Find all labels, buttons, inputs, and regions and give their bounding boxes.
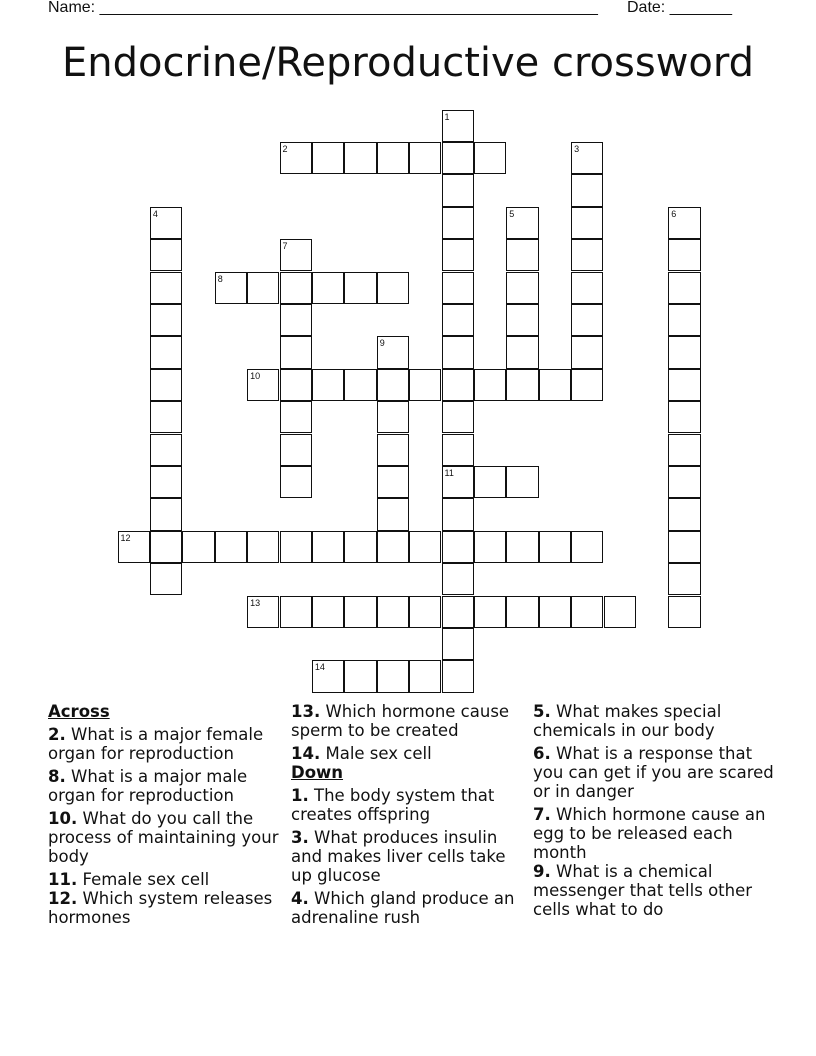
grid-cell[interactable]: [312, 596, 344, 628]
clue-number: 3: [574, 143, 580, 154]
grid-cell[interactable]: [409, 596, 441, 628]
grid-cell[interactable]: [377, 596, 409, 628]
grid-cell[interactable]: [344, 272, 376, 304]
grid-cell[interactable]: [539, 531, 571, 563]
grid-cell[interactable]: [668, 401, 700, 433]
grid-cell[interactable]: [442, 110, 474, 142]
grid-cell[interactable]: [442, 142, 474, 174]
grid-cell[interactable]: [668, 272, 700, 304]
grid-cell[interactable]: [506, 272, 538, 304]
grid-cell[interactable]: [506, 336, 538, 368]
grid-cell[interactable]: [442, 336, 474, 368]
grid-cell[interactable]: [442, 531, 474, 563]
grid-cell[interactable]: [442, 563, 474, 595]
grid-cell[interactable]: [280, 401, 312, 433]
grid-cell[interactable]: [571, 272, 603, 304]
grid-cell[interactable]: [506, 304, 538, 336]
clue-number: 10: [250, 370, 261, 381]
clue-number: 8: [217, 273, 223, 284]
grid-cell[interactable]: [377, 531, 409, 563]
grid-cell[interactable]: [668, 531, 700, 563]
clue-across-10: 10. What do you call the process of maintaining your body: [48, 809, 279, 866]
clue-across-2: 2. What is a major female organ for reproduction: [48, 725, 264, 763]
grid-cell[interactable]: [312, 531, 344, 563]
grid-cell[interactable]: [344, 142, 376, 174]
grid-cell[interactable]: [442, 660, 474, 692]
grid-cell[interactable]: [150, 466, 182, 498]
grid-cell[interactable]: [377, 272, 409, 304]
grid-cell[interactable]: [506, 239, 538, 271]
grid-cell[interactable]: [150, 498, 182, 530]
clue-down-5: 5. What makes special chemicals in our body: [533, 702, 722, 740]
clue-number: 11: [444, 467, 454, 478]
grid-cell[interactable]: [442, 239, 474, 271]
grid-cell[interactable]: [344, 369, 376, 401]
clue-down-6: 6. What is a response that you can get if you are scared or in danger: [533, 744, 774, 801]
grid-cell[interactable]: [604, 596, 636, 628]
grid-cell[interactable]: [409, 369, 441, 401]
grid-cell[interactable]: [571, 239, 603, 271]
grid-cell[interactable]: [571, 531, 603, 563]
clue-down-3: 3. What produces insulin and makes liver cells take up glucose: [291, 828, 506, 885]
grid-cell[interactable]: [247, 369, 279, 401]
grid-cell[interactable]: [215, 272, 247, 304]
grid-cell[interactable]: [442, 628, 474, 660]
grid-cell[interactable]: [506, 596, 538, 628]
grid-cell[interactable]: [247, 531, 279, 563]
name-line: Name: ________________________________________________________: [48, 0, 598, 16]
grid-cell[interactable]: [409, 142, 441, 174]
across-heading: Across: [48, 702, 110, 721]
grid-cell[interactable]: [442, 304, 474, 336]
grid-cell[interactable]: [118, 531, 150, 563]
grid-cell[interactable]: [312, 660, 344, 692]
grid-cell[interactable]: [668, 304, 700, 336]
grid-cell[interactable]: [442, 434, 474, 466]
clue-across-13: 13. Which hormone cause sperm to be created: [291, 702, 510, 740]
clue-across-12: 12. Which system releases hormones: [48, 889, 273, 927]
grid-cell[interactable]: [474, 142, 506, 174]
clue-column-3: [533, 702, 783, 923]
grid-cell[interactable]: [280, 369, 312, 401]
grid-cell[interactable]: [312, 272, 344, 304]
grid-cell[interactable]: [312, 142, 344, 174]
clue-number: 13: [250, 597, 261, 608]
grid-cell[interactable]: [506, 369, 538, 401]
grid-cell[interactable]: [150, 531, 182, 563]
grid-cell[interactable]: [150, 336, 182, 368]
grid-cell[interactable]: [474, 531, 506, 563]
grid-cell[interactable]: [280, 272, 312, 304]
grid-cell[interactable]: [571, 336, 603, 368]
grid-cell[interactable]: [377, 434, 409, 466]
grid-cell[interactable]: [150, 239, 182, 271]
page-title: Endocrine/Reproductive crossword: [61, 40, 755, 86]
clue-down-4: 4. Which gland produce an adrenaline rush: [291, 889, 515, 927]
clue-across-14: 14. Male sex cell: [291, 744, 432, 763]
grid-cell[interactable]: [474, 466, 506, 498]
date-line: Date: _______: [627, 0, 732, 16]
grid-cell[interactable]: [280, 466, 312, 498]
grid-cell[interactable]: [668, 596, 700, 628]
grid-cell[interactable]: [377, 660, 409, 692]
grid-cell[interactable]: [409, 660, 441, 692]
grid-cell[interactable]: [442, 272, 474, 304]
grid-cell[interactable]: [150, 272, 182, 304]
grid-cell[interactable]: [474, 596, 506, 628]
grid-cell[interactable]: [571, 304, 603, 336]
grid-cell[interactable]: [409, 531, 441, 563]
grid-cell[interactable]: [280, 239, 312, 271]
grid-cell[interactable]: [280, 434, 312, 466]
grid-cell[interactable]: [506, 466, 538, 498]
grid-cell[interactable]: [571, 207, 603, 239]
clue-number: 4: [152, 208, 158, 219]
grid-cell[interactable]: [668, 563, 700, 595]
grid-cell[interactable]: [571, 596, 603, 628]
grid-cell[interactable]: [539, 596, 571, 628]
grid-cell[interactable]: [377, 466, 409, 498]
grid-cell[interactable]: [280, 304, 312, 336]
grid-cell[interactable]: [668, 498, 700, 530]
grid-cell[interactable]: [442, 498, 474, 530]
clue-number: 6: [671, 208, 677, 219]
clue-down-7: 7. Which hormone cause an egg to be released each month: [533, 805, 766, 862]
clue-across-8: 8. What is a major male organ for reproduction: [48, 767, 248, 805]
grid-cell[interactable]: [150, 304, 182, 336]
grid-cell[interactable]: [506, 531, 538, 563]
clue-number: 12: [120, 532, 131, 543]
clue-across-11: 11. Female sex cell: [48, 870, 210, 889]
grid-cell[interactable]: [377, 401, 409, 433]
grid-cell[interactable]: [571, 369, 603, 401]
grid-cell[interactable]: [344, 531, 376, 563]
grid-cell[interactable]: [474, 369, 506, 401]
grid-cell[interactable]: [215, 531, 247, 563]
clue-number: 2: [282, 143, 288, 154]
grid-cell[interactable]: [442, 596, 474, 628]
grid-cell[interactable]: [668, 434, 700, 466]
clue-number: 14: [314, 662, 325, 673]
grid-cell[interactable]: [571, 142, 603, 174]
grid-cell[interactable]: [668, 369, 700, 401]
grid-cell[interactable]: [280, 596, 312, 628]
grid-cell[interactable]: [150, 207, 182, 239]
grid-cell[interactable]: [442, 174, 474, 206]
grid-cell[interactable]: [280, 142, 312, 174]
grid-cell[interactable]: [442, 466, 474, 498]
grid-cell[interactable]: [539, 369, 571, 401]
grid-cell[interactable]: [442, 401, 474, 433]
clue-column-2: [291, 702, 529, 931]
clue-number: 1: [444, 111, 450, 122]
clue-down-9: 9. What is a chemical messenger that tells other cells what to do: [533, 862, 753, 919]
clue-number: 5: [509, 208, 515, 219]
grid-cell[interactable]: [344, 660, 376, 692]
grid-cell[interactable]: [668, 207, 700, 239]
clue-down-1: 1. The body system that creates offspring: [291, 786, 495, 824]
grid-cell[interactable]: [442, 369, 474, 401]
grid-cell[interactable]: [344, 596, 376, 628]
grid-cell[interactable]: [668, 239, 700, 271]
grid-cell[interactable]: [442, 207, 474, 239]
clue-column-1: [48, 702, 284, 931]
grid-cell[interactable]: [377, 369, 409, 401]
grid-cell[interactable]: [150, 434, 182, 466]
grid-cell[interactable]: [150, 401, 182, 433]
grid-cell[interactable]: [377, 498, 409, 530]
grid-cell[interactable]: [668, 466, 700, 498]
grid-cell[interactable]: [506, 207, 538, 239]
clue-number: 9: [379, 338, 385, 349]
grid-cell[interactable]: [668, 336, 700, 368]
grid-cell[interactable]: [150, 369, 182, 401]
down-heading: Down: [291, 763, 344, 782]
grid-cell[interactable]: [247, 272, 279, 304]
grid-cell[interactable]: [571, 174, 603, 206]
grid-cell[interactable]: [280, 531, 312, 563]
grid-cell[interactable]: [280, 336, 312, 368]
grid-cell[interactable]: [182, 531, 214, 563]
grid-cell[interactable]: [312, 369, 344, 401]
grid-cell[interactable]: [150, 563, 182, 595]
clue-number: 7: [282, 241, 288, 252]
grid-cell[interactable]: [377, 336, 409, 368]
grid-cell[interactable]: [247, 596, 279, 628]
grid-cell[interactable]: [377, 142, 409, 174]
